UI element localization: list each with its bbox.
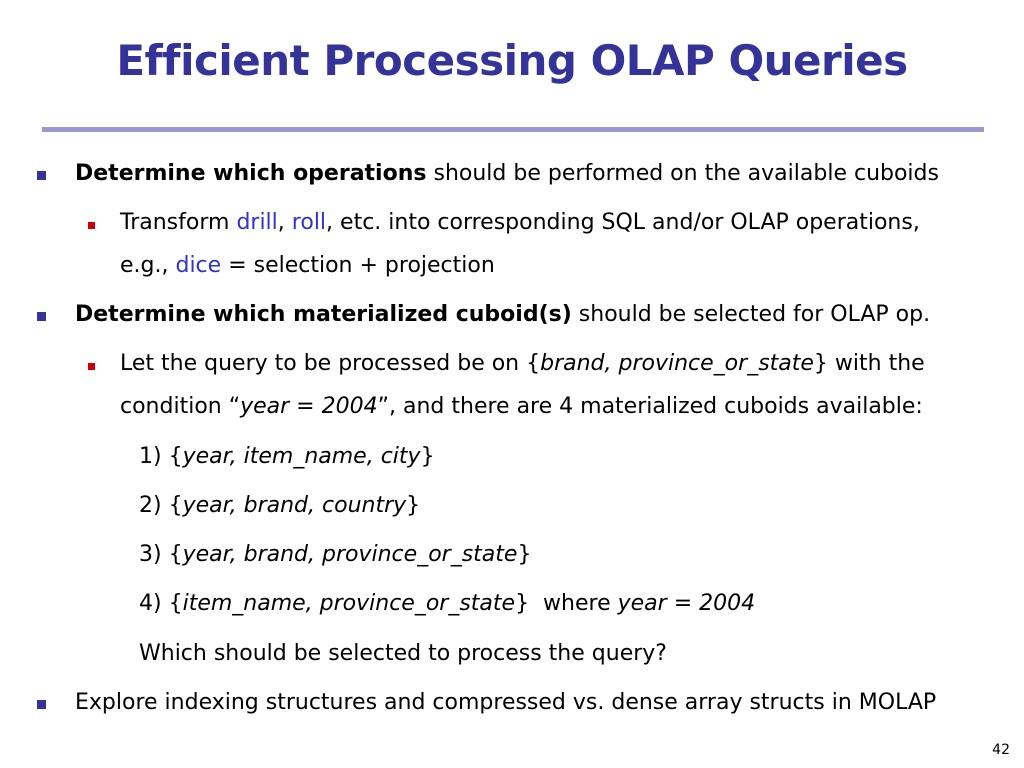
bullet-explore-indexing: Explore indexing structures and compressed vs. dense array structs in MOLAP [75, 690, 937, 715]
bullet-determine-cuboids [75, 301, 930, 329]
sub-bullet-query-line1 [120, 350, 925, 378]
text-segment: 3) { [139, 542, 183, 567]
text-segment: } [420, 444, 435, 469]
bullet-square-icon [37, 700, 46, 709]
bullet-determine-operations [75, 160, 939, 188]
cuboid-item-4 [139, 590, 755, 618]
cuboid-item-1 [139, 443, 435, 471]
italic-text: item_name, province_or_state [182, 591, 516, 616]
keyword-drill: drill [236, 210, 278, 235]
text-segment: 1) { [139, 444, 183, 469]
question-text: Which should be selected to process the query? [139, 641, 667, 666]
italic-text: year, brand, province_or_state [182, 542, 518, 567]
bullet-bold-text: Determine which operations [75, 161, 427, 186]
text-segment: Let the query to be processed be on { [120, 351, 541, 376]
sub-bullet-transform-line1 [120, 209, 920, 237]
italic-text: brand, province_or_state [540, 351, 814, 376]
bullet-square-icon [37, 171, 46, 180]
text-segment: } [406, 493, 421, 518]
text-segment: e.g., [120, 253, 176, 278]
cuboid-item-3 [139, 541, 531, 569]
italic-text: year = 2004 [617, 591, 756, 616]
sub-bullet-transform-line2 [120, 252, 495, 280]
page-number: 42 [992, 742, 1010, 758]
italic-text: year, brand, country [182, 493, 407, 518]
title-divider [42, 127, 984, 132]
keyword-dice: dice [175, 253, 222, 278]
text-segment: } where [515, 591, 618, 616]
bullet-square-icon [37, 312, 46, 321]
text-segment: 4) { [139, 591, 183, 616]
text-segment: , [277, 210, 292, 235]
text-segment: 2) { [139, 493, 183, 518]
sub-bullet-square-icon [88, 222, 95, 229]
cuboid-item-2 [139, 492, 420, 520]
text-segment: Transform [120, 210, 237, 235]
text-segment: condition “ [120, 394, 241, 419]
text-segment: = selection + projection [221, 253, 495, 278]
italic-text: year, item_name, city [182, 444, 421, 469]
bullet-bold-text: Determine which materialized cuboid(s) [75, 302, 572, 327]
italic-text: year = 2004 [240, 394, 378, 419]
text-segment: } with the [813, 351, 925, 376]
text-segment: } [517, 542, 532, 567]
bullet-text: should be selected for OLAP op. [571, 302, 931, 327]
bullet-text: should be performed on the available cuboids [426, 161, 939, 186]
keyword-roll: roll [291, 210, 327, 235]
text-segment: , etc. into corresponding SQL and/or OLAP operations, [326, 210, 920, 235]
sub-bullet-square-icon [88, 363, 95, 370]
text-segment: ”, and there are 4 materialized cuboids available: [377, 394, 923, 419]
slide-title: Efficient Processing OLAP Queries [116, 36, 908, 85]
sub-bullet-query-line2 [120, 393, 923, 421]
